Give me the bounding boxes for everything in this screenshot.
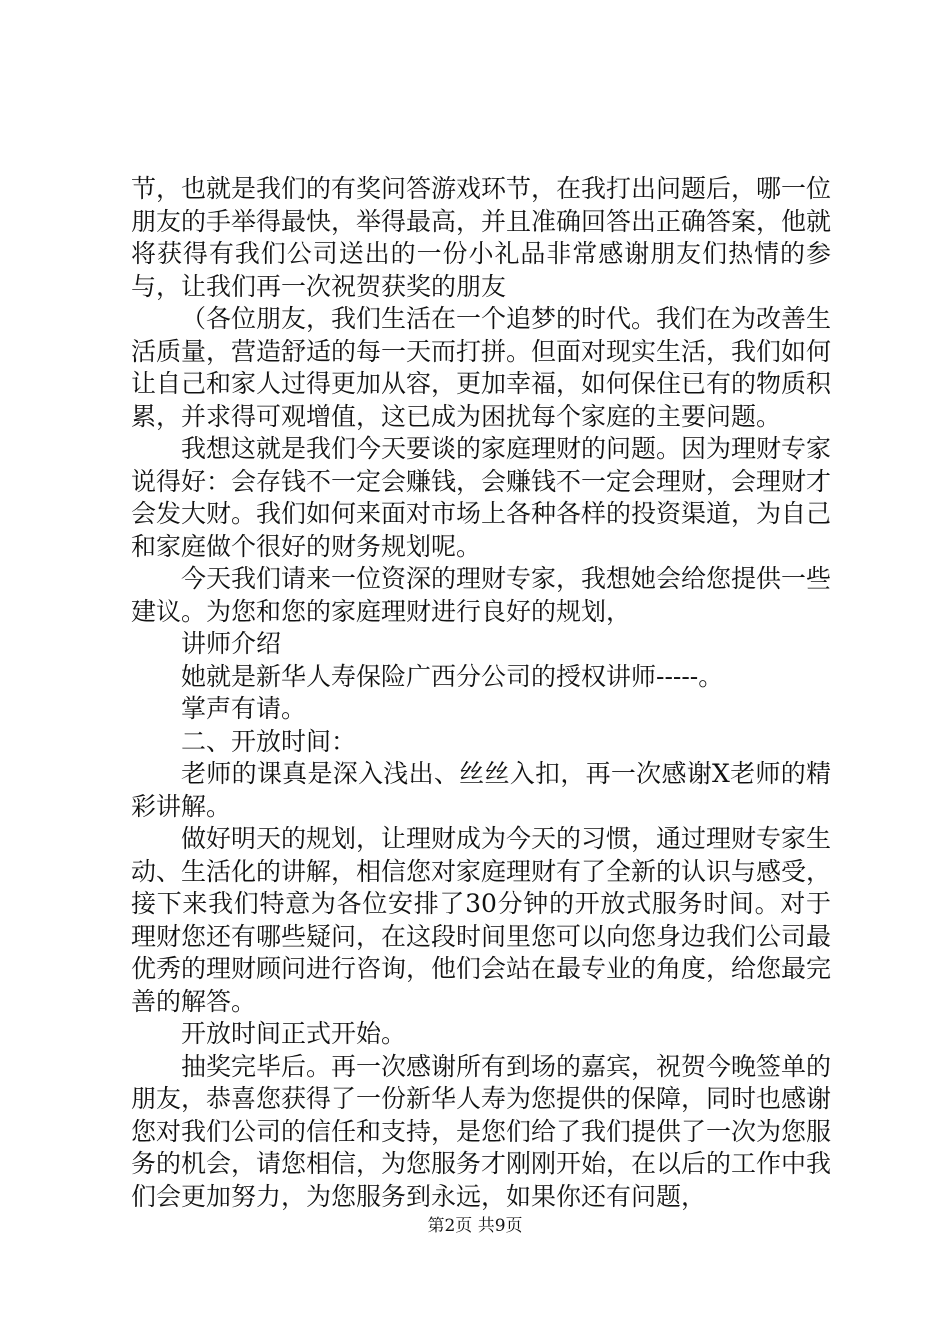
body-text xyxy=(131,173,831,1213)
paragraph: （各位朋友，我们生活在一个追梦的时代。我们在为改善生活质量，营造舒适的每一天而打拼。但面对现实生活，我们如何让自己和家人过得更加从容，更加幸福，如何保住已有的物质积累，并求得可观增值，这已成为困扰每个家庭的主要问题。 xyxy=(131,304,832,431)
paragraph: 我想这就是我们今天要谈的家庭理财的问题。因为理财专家说得好：会存钱不一定会赚钱，会赚钱不一定会理财，会理财才会发大财。我们如何来面对市场上各种各样的投资渠道，为自己和家庭做个很好的财务规划呢。 xyxy=(131,434,832,561)
paragraph: 二、开放时间： xyxy=(181,726,357,756)
page-number-footer: 第2页 共9页 xyxy=(427,1216,523,1236)
paragraph: 讲师介绍 xyxy=(181,629,282,658)
paragraph: 今天我们请来一位资深的理财专家，我想她会给您提供一些建议。为您和您的家庭理财进行良好的规划， xyxy=(131,564,832,626)
paragraph: 她就是新华人寿保险广西分公司的授权讲师-----。 xyxy=(181,661,724,691)
paragraph: 做好明天的规划，让理财成为今天的习惯，通过理财专家生动、生活化的讲解，相信您对家庭理财有了全新的认识与感受，接下来我们特意为各位安排了30分钟的开放式服务时间。对于理财您还有哪些疑问，在这段时间里您可以向您身边我们公司最优秀的理财顾问进行咨询，他们会站在最专业的角度，给您最完善的解答。 xyxy=(131,824,832,1016)
paragraph: 节，也就是我们的有奖问答游戏环节，在我打出问题后，哪一位朋友的手举得最快，举得最高，并且准确回答出正确答案，他就将获得有我们公司送出的一份小礼品非常感谢朋友们热情的参与，让我们再一次祝贺获奖的朋友 xyxy=(131,174,832,301)
paragraph: 开放时间正式开始。 xyxy=(181,1019,407,1048)
paragraph: 抽奖完毕后。再一次感谢所有到场的嘉宾，祝贺今晚签单的朋友，恭喜您获得了一份新华人寿为您提供的保障，同时也感谢您对我们公司的信任和支持，是您们给了我们提供了一次为您服务的机会，请您相信，为您服务才刚刚开始，在以后的工作中我们会更加努力，为您服务到永远，如果你还有问题， xyxy=(131,1051,832,1211)
paragraph: 老师的课真是深入浅出、丝丝入扣，再一次感谢X老师的精彩讲解。 xyxy=(131,759,831,821)
paragraph: 掌声有请。 xyxy=(181,694,307,723)
